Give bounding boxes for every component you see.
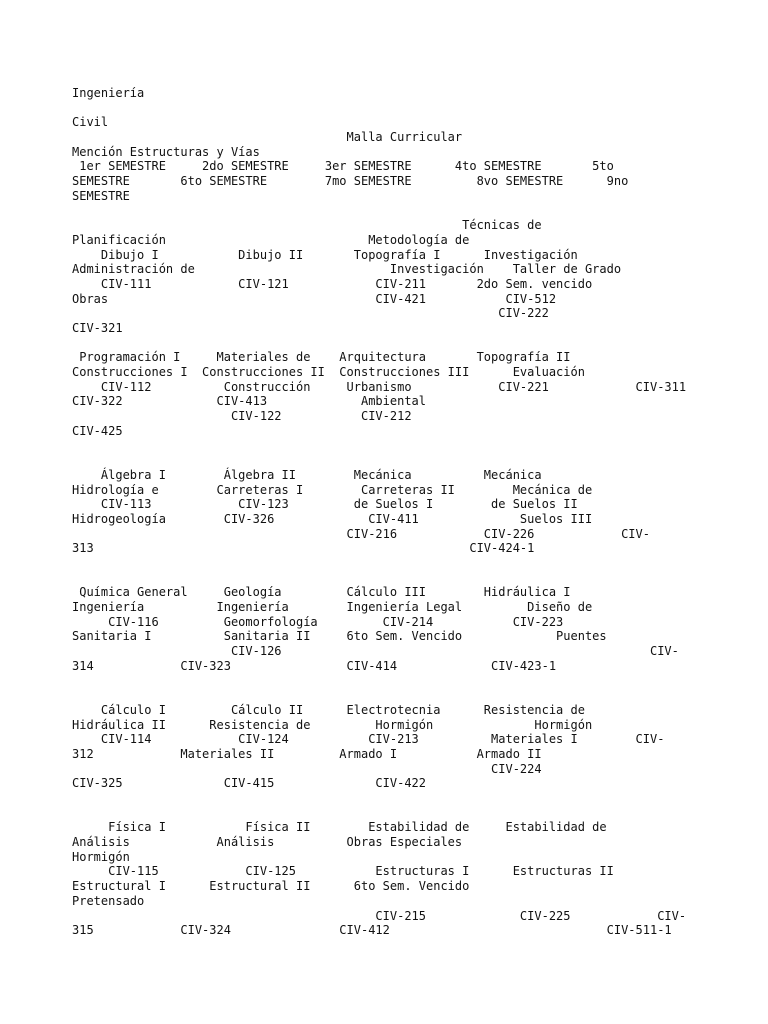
text-line <box>72 556 732 571</box>
text-line <box>72 571 732 586</box>
text-line: Administración de Investigación Taller de Grado <box>72 262 622 277</box>
text-line: Física I Física II Estabilidad de Estabilidad de <box>72 820 607 835</box>
text-line: 1er SEMESTRE 2do SEMESTRE 3er SEMESTRE 4to SEMESTRE 5to <box>72 159 614 174</box>
text-line: CIV-322 CIV-413 Ambiental <box>72 394 427 409</box>
text-line: Análisis Análisis Obras Especiales <box>72 835 463 850</box>
text-line: CIV-113 CIV-123 de Suelos I de Suelos II <box>72 497 578 512</box>
text-line: Química General Geología Cálculo III Hidráulica I <box>72 585 571 600</box>
text-line: Hidrología e Carreteras I Carreteras II Mecánica de <box>72 482 593 497</box>
text-line: CIV-115 CIV-125 Estructuras I Estructuras II <box>72 864 614 879</box>
text-line: Cálculo I Cálculo II Electrotecnia Resistencia de <box>72 702 585 717</box>
text-line: CIV-216 CIV-226 CIV- <box>72 526 650 541</box>
text-line <box>72 806 732 821</box>
text-line: Mención Estructuras y Vías <box>72 144 260 159</box>
text-line: Hormigón <box>72 849 130 864</box>
text-line: CIV-222 <box>72 306 549 321</box>
text-line: 315 CIV-324 CIV-412 CIV-511-1 <box>72 923 672 938</box>
text-line <box>72 688 732 703</box>
text-line: Programación I Materiales de Arquitectura Topografía II <box>72 350 571 365</box>
text-line: CIV-215 CIV-225 CIV- <box>72 908 687 923</box>
text-line: CIV-325 CIV-415 CIV-422 <box>72 776 427 791</box>
text-line: 314 CIV-323 CIV-414 CIV-423-1 <box>72 658 557 673</box>
text-line: CIV-224 <box>72 761 542 776</box>
text-line: 313 CIV-424-1 <box>72 541 535 556</box>
text-line: Estructural I Estructural II 6to Sem. Vencido <box>72 879 470 894</box>
text-line: Técnicas de <box>72 218 542 233</box>
text-line: Hidráulica II Resistencia de Hormigón Hormigón <box>72 717 593 732</box>
text-line: CIV-114 CIV-124 CIV-213 Materiales I CIV- <box>72 732 665 747</box>
text-line <box>72 453 732 468</box>
text-line <box>72 791 732 806</box>
text-line: Pretensado <box>72 893 145 908</box>
text-line <box>72 439 732 454</box>
text-line <box>72 674 732 689</box>
text-line <box>72 204 732 219</box>
text-line <box>72 101 732 116</box>
text-line: CIV-111 CIV-121 CIV-211 2do Sem. vencido <box>72 276 593 291</box>
document-body <box>72 86 732 938</box>
text-line <box>72 336 732 351</box>
text-line: CIV-126 CIV- <box>72 644 679 659</box>
text-line: Dibujo I Dibujo II Topografía I Investigación <box>72 247 578 262</box>
text-line: SEMESTRE 6to SEMESTRE 7mo SEMESTRE 8vo SEMESTRE 9no <box>72 174 629 189</box>
text-line: SEMESTRE <box>72 188 130 203</box>
text-line: Planificación Metodología de <box>72 232 470 247</box>
text-line: Álgebra I Álgebra II Mecánica Mecánica <box>72 467 542 482</box>
text-line: Ingeniería <box>72 86 145 100</box>
text-line: Civil <box>72 115 109 130</box>
text-line: CIV-321 <box>72 321 123 335</box>
text-line: CIV-425 <box>72 423 123 438</box>
text-line: CIV-122 CIV-212 <box>72 409 412 424</box>
text-line: CIV-112 Construcción Urbanismo CIV-221 CIV-311 <box>72 379 687 394</box>
text-line: 312 Materiales II Armado I Armado II <box>72 746 542 761</box>
text-line: Obras CIV-421 CIV-512 <box>72 291 557 306</box>
text-line: Sanitaria I Sanitaria II 6to Sem. Vencido Puentes <box>72 629 607 644</box>
text-line: CIV-116 Geomorfología CIV-214 CIV-223 <box>72 614 564 629</box>
text-line: Malla Curricular <box>72 130 463 145</box>
text-line: Ingeniería Ingeniería Ingeniería Legal Diseño de <box>72 600 593 615</box>
text-line: Hidrogeología CIV-326 CIV-411 Suelos III <box>72 511 593 526</box>
text-line: Construcciones I Construcciones II Construcciones III Evaluación <box>72 365 585 380</box>
